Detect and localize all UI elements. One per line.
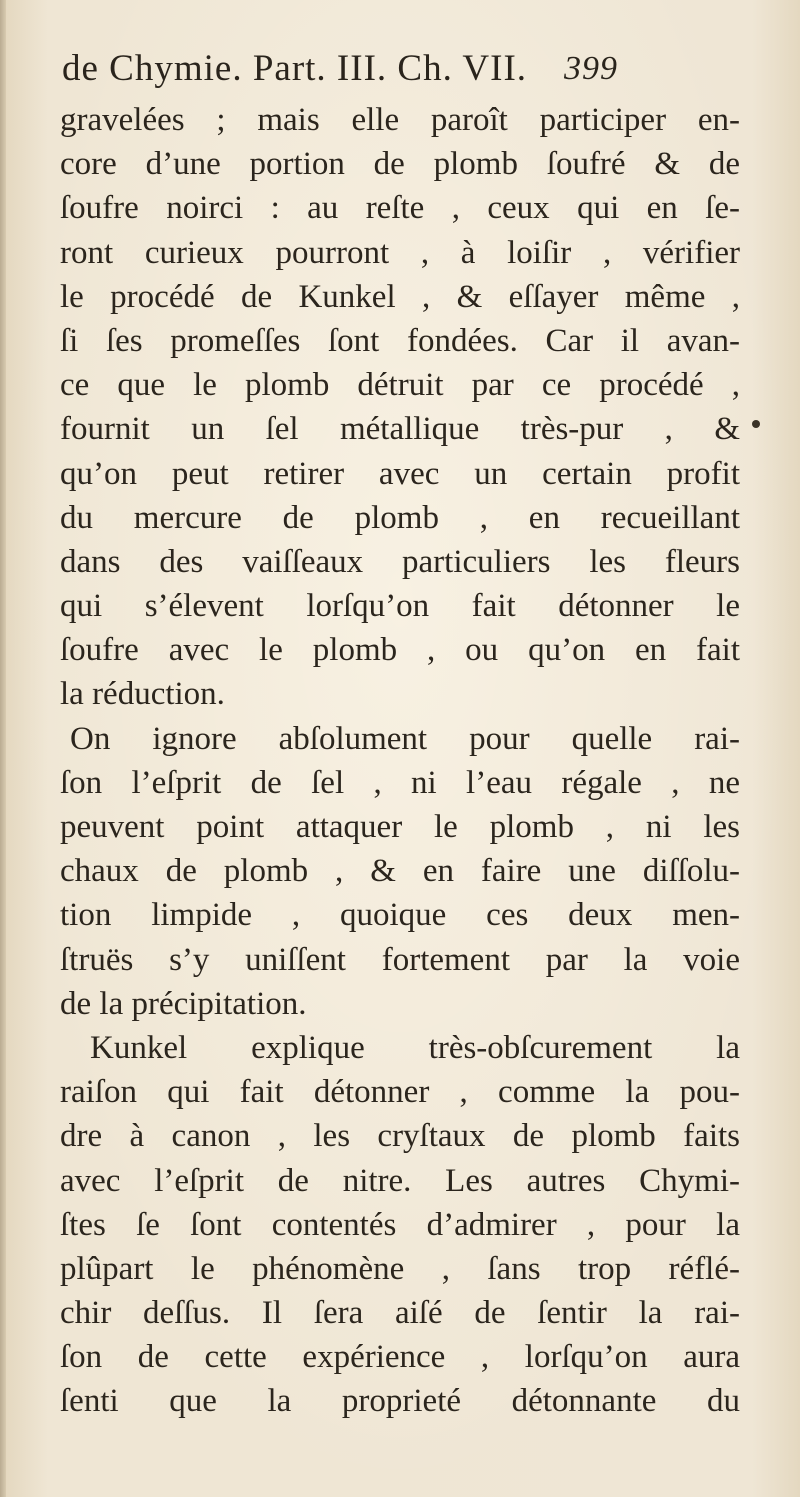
text-line: le procédé de Kunkel , & eſſayer même ,: [60, 278, 740, 315]
text-line: ſtruës s’y uniſſent fortement par la voie: [60, 941, 740, 978]
paragraph-end-line: de la précipitation.: [60, 985, 307, 1022]
text-line: core d’une portion de plomb ſoufré & de: [60, 146, 740, 183]
paragraph-start-line: Kunkel explique très-obſcurement la: [90, 1029, 740, 1066]
text-line: chaux de plomb , & en faire une diſſolu-: [60, 853, 740, 890]
text-line: ſoufre avec le plomb , ou qu’on en fait: [60, 632, 740, 669]
margin-ink-dot: [752, 420, 760, 428]
body-text: [60, 98, 740, 1424]
text-line: ſon l’eſprit de ſel , ni l’eau régale , ne: [60, 764, 740, 801]
text-line: qu’on peut retirer avec un certain profit: [60, 455, 740, 492]
page-binding-edge: [0, 0, 6, 1497]
text-line: ce que le plomb détruit par ce procédé ,: [60, 367, 740, 404]
text-line: ſoufre noirci : au reſte , ceux qui en ſe-: [60, 190, 740, 227]
running-title: de Chymie. Part. III. Ch. VII.: [62, 48, 528, 89]
text-line: avec l’eſprit de nitre. Les autres Chymi-: [60, 1162, 740, 1199]
paragraph-start-line: On ignore abſolument pour quelle rai-: [70, 720, 740, 757]
text-line: dre à canon , les cryſtaux de plomb faits: [60, 1118, 740, 1155]
text-line: ſtes ſe ſont contentés d’admirer , pour la: [60, 1206, 740, 1243]
page-number: 399: [564, 50, 618, 87]
paragraph-end-line: la réduction.: [60, 676, 225, 713]
page-header: [62, 44, 662, 94]
text-line: ſenti que la proprieté détonnante du: [60, 1383, 740, 1420]
text-line: plûpart le phénomène , ſans trop réflé-: [60, 1250, 740, 1287]
text-line: dans des vaiſſeaux particuliers les fleurs: [60, 543, 740, 580]
text-line: ront curieux pourront , à loiſir , vérifier: [60, 234, 740, 271]
text-line: ſon de cette expérience , lorſqu’on aura: [60, 1339, 740, 1376]
text-line: du mercure de plomb , en recueillant: [60, 499, 740, 536]
text-line: chir deſſus. Il ſera aiſé de ſentir la rai-: [60, 1295, 740, 1332]
text-line: gravelées ; mais elle paroît participer en-: [60, 102, 740, 138]
text-line: peuvent point attaquer le plomb , ni les: [60, 809, 740, 845]
text-line: raiſon qui fait détonner , comme la pou-: [60, 1074, 740, 1111]
text-line: ſi ſes promeſſes ſont fondées. Car il avan-: [60, 322, 740, 359]
text-line: qui s’élevent lorſqu’on fait détonner le: [60, 588, 740, 625]
text-line: fournit un ſel métallique très-pur , &: [60, 411, 740, 448]
text-line: tion limpide , quoique ces deux men-: [60, 897, 740, 934]
